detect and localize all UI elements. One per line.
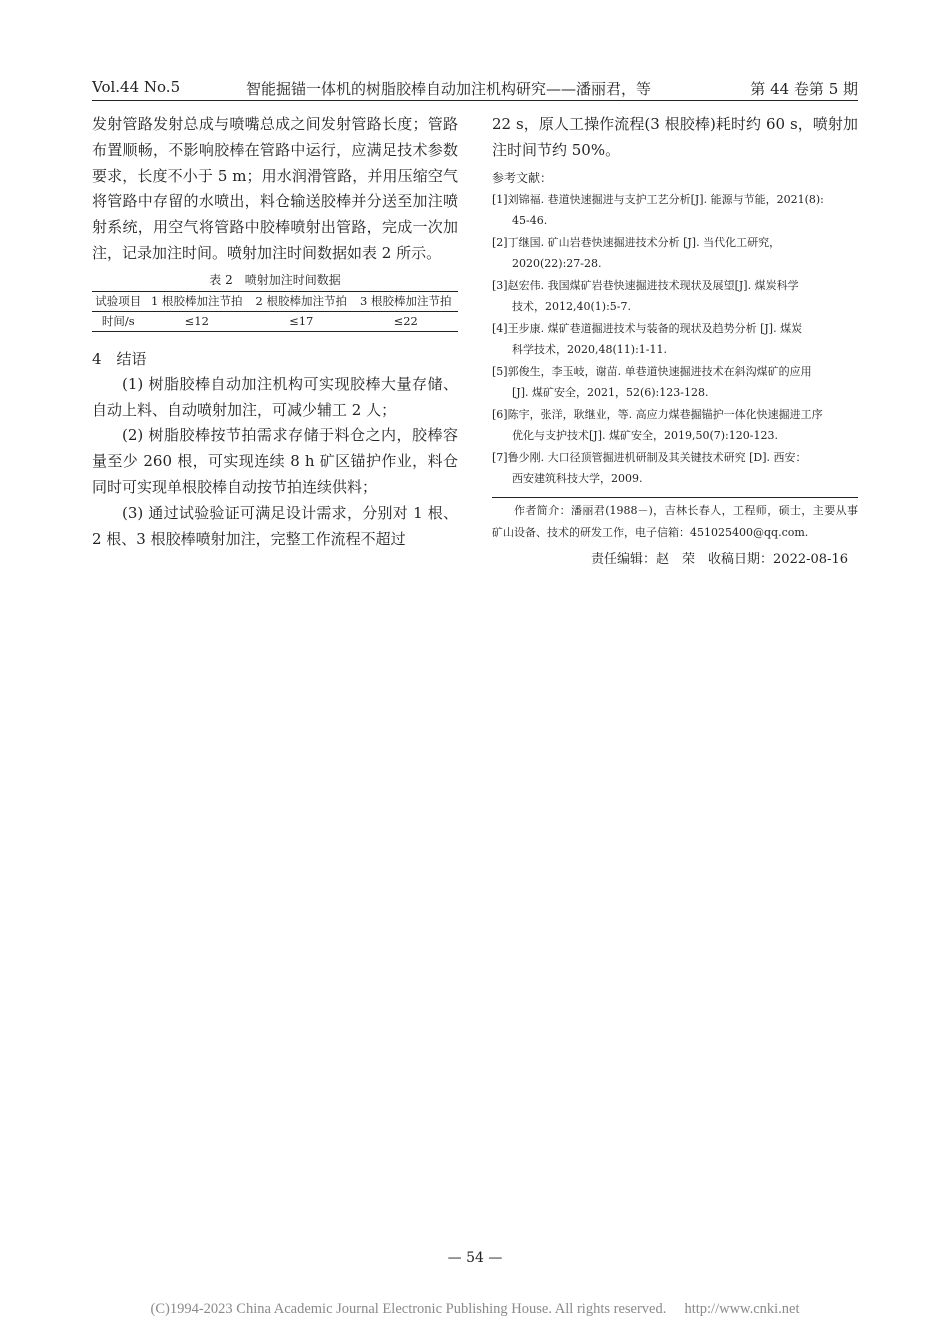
reference-text-cont: 科学技术，2020,48(11):1-11. <box>512 343 667 357</box>
table-cell: ≤12 <box>145 311 249 331</box>
reference-text-cont: 45-46. <box>512 214 548 228</box>
reference-item <box>492 275 858 318</box>
reference-text: 王步康. 煤矿巷道掘进技术与装备的现状及趋势分析 [J]. 煤炭 <box>507 321 803 335</box>
right-column <box>492 112 858 567</box>
reference-text: 赵宏伟. 我国煤矿岩巷快速掘进技术现状及展望[J]. 煤炭科学 <box>507 278 799 292</box>
reference-text: 郭俊生，李玉岐，谢苗. 单巷道快速掘进技术在斜沟煤矿的应用 <box>507 364 812 378</box>
conclusion-item: (3) 通过试验验证可满足设计需求，分别对 1 根、2 根、3 根胶棒喷射加注，完整工作流程不超过 <box>92 503 458 548</box>
reference-text: 刘锦福. 巷道快速掘进与支护工艺分析[J]. 能源与节能，2021(8): <box>507 192 824 206</box>
reference-number: [5] <box>492 364 508 378</box>
table-caption: 表 2 喷射加注时间数据 <box>209 272 341 287</box>
reference-item <box>492 404 858 447</box>
reference-item <box>492 447 858 490</box>
section-title: 4 结语 <box>92 349 147 368</box>
reference-number: [7] <box>492 450 508 464</box>
conclusion-item: (2) 树脂胶棒按节拍需求存储于料仓之内，胶棒容量至少 260 根，可实现连续 8 h 矿区锚护作业，料仓同时可实现单根胶棒自动按节拍连续供料； <box>92 426 458 496</box>
reference-item <box>492 232 858 275</box>
table-header-cell: 试验项目 <box>92 291 145 311</box>
reference-text: 陈宇，张洋，耿继业，等. 高应力煤巷掘锚护一体化快速掘进工序 <box>507 407 823 421</box>
reference-number: [1] <box>492 192 508 206</box>
article-running-title: 智能掘锚一体机的树脂胶棒自动加注机构研究——潘丽君，等 <box>246 80 652 98</box>
copyright-footer: (C)1994-2023 China Academic Journal Electronic Publishing House. All rights reserved. http://www.cnki.net <box>150 1301 800 1317</box>
left-column <box>92 112 458 552</box>
reference-number: [6] <box>492 407 508 421</box>
table-header-cell: 3 根胶棒加注节拍 <box>354 291 459 311</box>
author-intro: 作者简介：潘丽君(1988－)，吉林长春人，工程师，硕士，主要从事矿山设备、技术的研发工作，电子信箱：451025400@qq.com. <box>492 497 858 544</box>
table-cell: 时间/s <box>92 311 145 331</box>
volume-issue: Vol.44 No.5 <box>92 78 181 96</box>
table-row <box>92 311 458 331</box>
reference-item <box>492 361 858 404</box>
reference-number: [4] <box>492 321 508 335</box>
reference-text: 丁继国. 矿山岩巷快速掘进技术分析 [J]. 当代化工研究， <box>507 235 781 249</box>
table-header-row <box>92 291 458 311</box>
reference-text-cont: [J]. 煤矿安全，2021，52(6):123-128. <box>512 386 709 400</box>
reference-text-cont: 西安建筑科技大学，2009. <box>512 472 643 486</box>
table-header-cell: 1 根胶棒加注节拍 <box>145 291 249 311</box>
references-title: 参考文献： <box>492 170 553 185</box>
reference-number: [3] <box>492 278 508 292</box>
page-number: — 54 — <box>447 1250 503 1266</box>
body-paragraph: 发射管路发射总成与喷嘴总成之间发射管路长度；管路布置顺畅，不影响胶棒在管路中运行，应满足技术参数要求，长度不小于 5 m；用水润滑管路，并用压缩空气将管路中存留的水喷出，料仓输送胶棒并分送至加注喷射系统，用空气将管路中胶棒喷射出管路，完成一次加注，记录加注时间。喷射加注时间数据如表 2 所示。 <box>92 115 458 262</box>
reference-item <box>492 189 858 232</box>
timing-table <box>92 291 458 332</box>
table-cell: ≤17 <box>249 311 353 331</box>
running-header <box>92 76 858 101</box>
reference-text-cont: 2020(22):27-28. <box>512 257 602 271</box>
table-cell: ≤22 <box>354 311 459 331</box>
table-header-cell: 2 根胶棒加注节拍 <box>249 291 353 311</box>
volume-issue-cn: 第 44 卷第 5 期 <box>750 80 858 98</box>
reference-number: [2] <box>492 235 508 249</box>
reference-item <box>492 318 858 361</box>
reference-text-cont: 技术，2012,40(1):5-7. <box>512 300 631 314</box>
body-paragraph-continued: 22 s，原人工操作流程(3 根胶棒)耗时约 60 s，喷射加注时间节约 50%。 <box>492 115 858 159</box>
reference-text-cont: 优化与支护技术[J]. 煤矿安全，2019,50(7):120-123. <box>512 429 778 443</box>
conclusion-item: (1) 树脂胶棒自动加注机构可实现胶棒大量存储、自动上料、自动喷射加注，可减少辅工 2 人； <box>92 374 458 419</box>
reference-text: 鲁少刚. 大口径顶管掘进机研制及其关键技术研究 [D]. 西安： <box>507 450 807 464</box>
editor-received-line: 责任编辑：赵 荣 收稿日期：2022-08-16 <box>591 551 848 567</box>
